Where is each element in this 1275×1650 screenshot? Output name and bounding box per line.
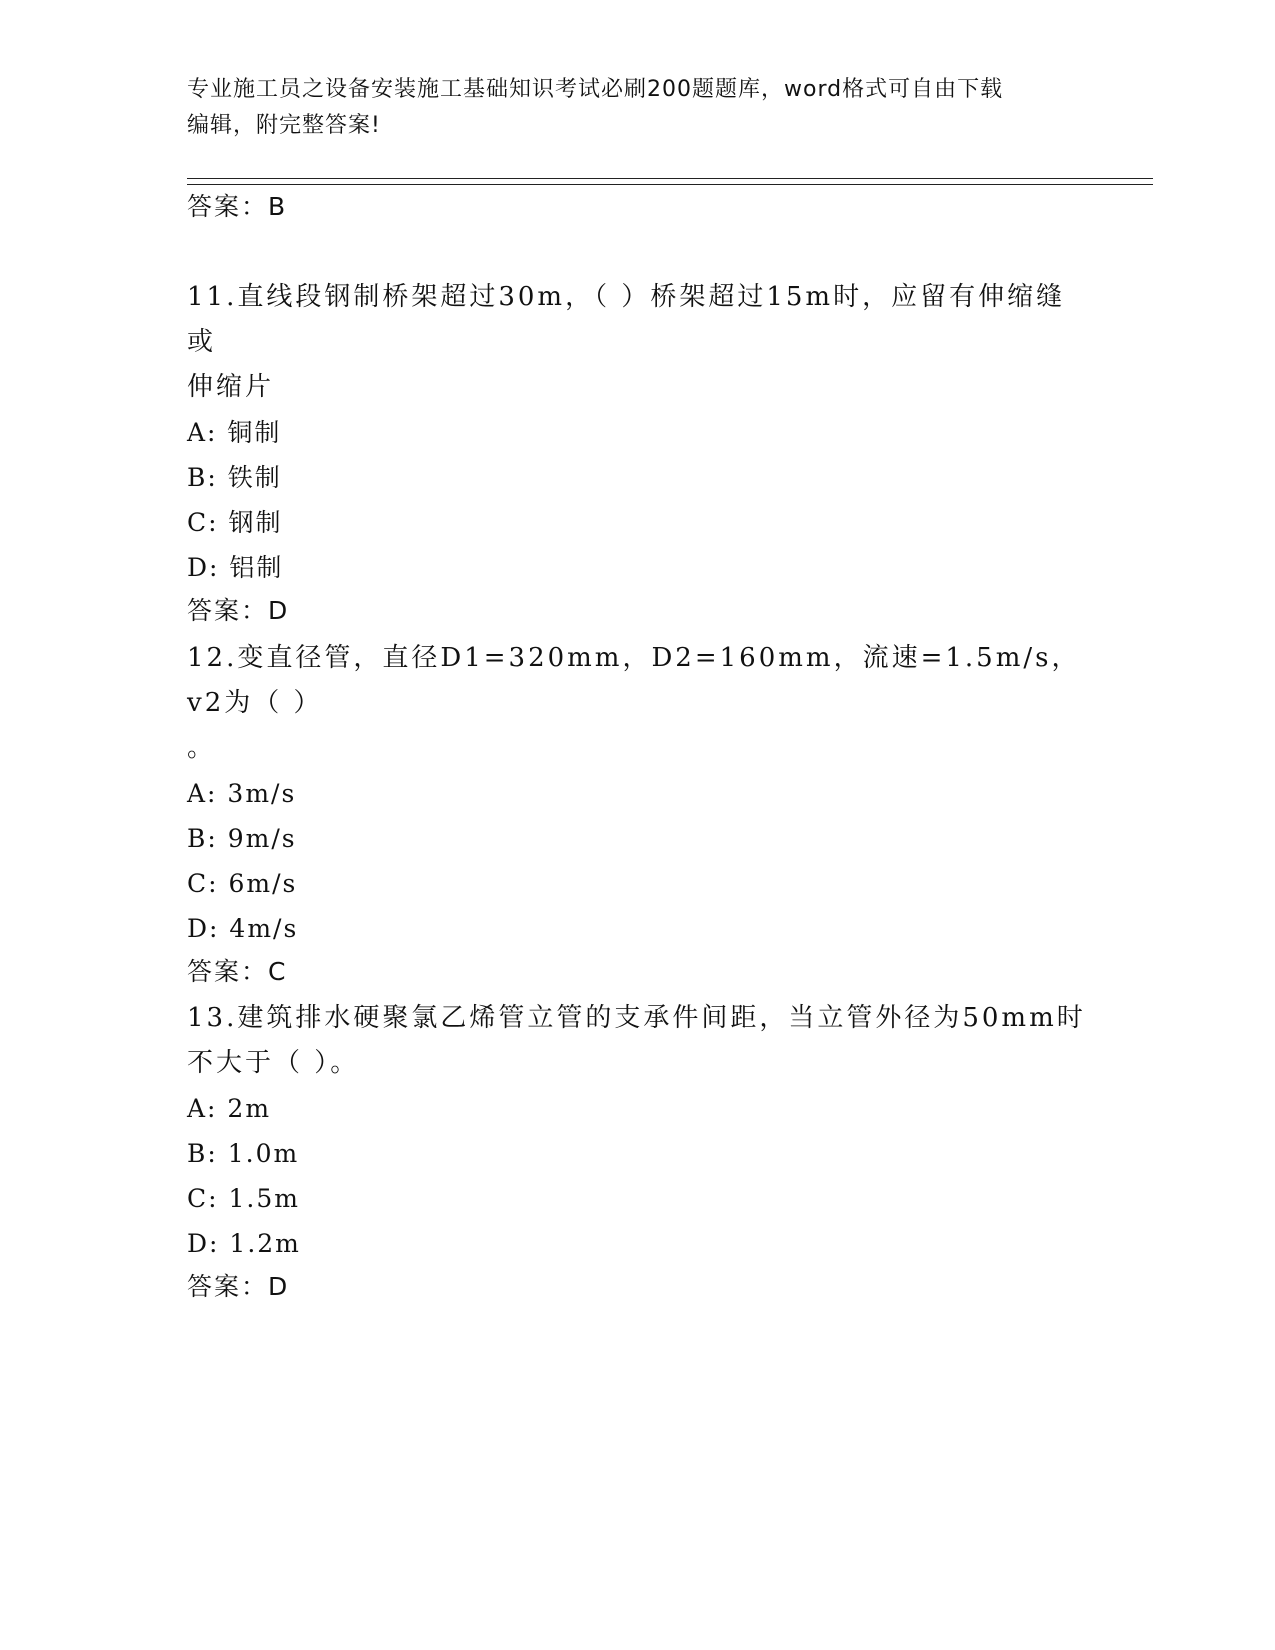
previous-answer: 答案：B (187, 192, 288, 221)
question-title-line-2: 伸缩片 (187, 372, 275, 402)
option-a: A: 铜制 (187, 418, 282, 447)
option-d: D: 铝制 (187, 553, 284, 582)
question-12 (187, 636, 1087, 987)
question-title-line-1: 11.直线段钢制桥架超过30m，（ ）桥架超过15m时，应留有伸缩缝或 (187, 282, 1066, 357)
option-a: A: 2m (187, 1094, 272, 1123)
option-d: D: 4m/s (187, 914, 299, 943)
question-title-line-1: 13.建筑排水硬聚氯乙烯管立管的支承件间距，当立管外径为50mm时 (187, 1003, 1086, 1033)
option-b: B: 1.0m (187, 1139, 300, 1168)
header-line-1: 专业施工员之设备安装施工基础知识考试必刷200题题库，word格式可自由下载 (187, 77, 1004, 102)
option-b: B: 铁制 (187, 463, 282, 492)
option-a: A: 3m/s (187, 779, 297, 808)
option-d: D: 1.2m (187, 1229, 301, 1258)
header-line-2: 编辑，附完整答案! (187, 113, 381, 138)
question-title-line-2: 不大于（ ）。 (187, 1048, 360, 1078)
answer: 答案：D (187, 596, 290, 625)
question-title-line-2: 。 (187, 733, 217, 763)
option-c: C: 6m/s (187, 869, 298, 898)
answer: 答案：C (187, 957, 288, 986)
option-c: C: 钢制 (187, 508, 283, 537)
option-b: B: 9m/s (187, 824, 297, 853)
question-11 (187, 275, 1087, 626)
option-c: C: 1.5m (187, 1184, 300, 1213)
page-header (187, 72, 1087, 144)
question-13 (187, 996, 1087, 1302)
question-title-line-1: 12.变直径管，直径D1=320mm，D2=160mm，流速=1.5m/s，v2为（ ） (187, 643, 1081, 718)
header-divider (187, 178, 1153, 185)
answer: 答案：D (187, 1272, 290, 1301)
